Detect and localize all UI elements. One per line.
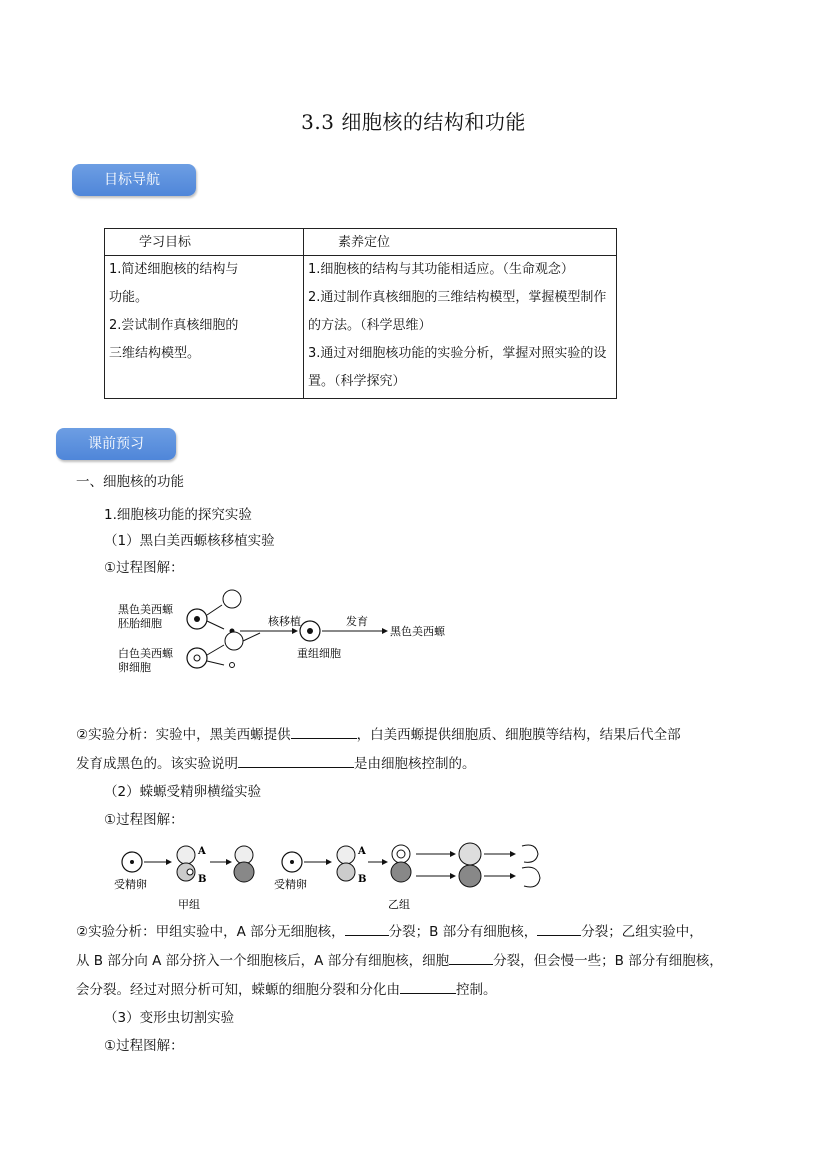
goals-learning-cell (105, 256, 304, 399)
subsection-heading: 1.细胞核功能的探究实验 (104, 507, 252, 523)
goals-table (104, 228, 617, 399)
egg-nucleus (130, 860, 134, 864)
part-a (177, 846, 195, 864)
group-yi-label: 乙组 (388, 898, 410, 911)
answer-blank[interactable] (400, 979, 456, 994)
goal-line: 1.简述细胞核的结构与 (109, 262, 239, 277)
section-heading: 一、细胞核的功能 (76, 474, 184, 490)
experiment-1-title: （1）黑白美西螈核移植实验 (104, 533, 275, 549)
part-a (337, 846, 355, 864)
analysis-text: ②实验分析：甲组实验中，A 部分无细胞核， (76, 924, 345, 940)
experiment-3-process-label: ①过程图解： (104, 1038, 184, 1054)
analysis-text: ，白美西螈提供细胞质、细胞膜等结构，结果后代全部 (356, 727, 681, 743)
answer-blank[interactable] (238, 753, 354, 768)
arrowhead (510, 851, 516, 857)
recombined-label: 重组细胞 (297, 647, 341, 660)
white-axolotl-label: 白色美西螈 (118, 647, 173, 660)
injected-nucleus (397, 850, 405, 858)
arrow (207, 645, 224, 655)
enucleated-cell (223, 590, 241, 608)
arrowhead (292, 628, 298, 634)
develop-label: 发育 (346, 615, 368, 628)
embryo-a (522, 845, 538, 862)
analysis-text: 会分裂。经过对照分析可知，蝾螈的细胞分裂和分化由 (76, 982, 400, 998)
preview-label: 课前预习 (88, 436, 144, 452)
page-title: 3.3 细胞核的结构和功能 (301, 110, 526, 134)
preview-badge (56, 428, 176, 460)
label-b: B (358, 874, 367, 885)
analysis-text: 分裂；乙组实验中， (581, 924, 703, 940)
fertilized-egg-label: 受精卵 (114, 878, 147, 891)
arrow (243, 633, 260, 641)
analysis-text: 控制。 (456, 982, 497, 998)
goals-nav-label: 目标导航 (104, 172, 160, 188)
white-axolotl-label: 卵细胞 (118, 661, 151, 674)
goal-line: 功能。 (109, 290, 149, 305)
part-a-undivided (235, 846, 253, 864)
arrowhead (382, 859, 388, 865)
black-nucleus (194, 616, 200, 622)
analysis-text: 分裂；B 部分有细胞核， (388, 924, 538, 940)
experiment-3-title: （3）变形虫切割实验 (104, 1010, 235, 1026)
literacy-line: 2.通过制作真核细胞的三维结构模型，掌握模型制作 (308, 290, 607, 305)
label-a: A (358, 846, 366, 857)
answer-blank[interactable] (291, 724, 357, 739)
group-jia-label: 甲组 (178, 898, 200, 911)
analysis-text: 从 B 部分向 A 部分挤入一个细胞核后，A 部分有细胞核，细胞 (76, 953, 450, 969)
label-a: A (198, 846, 206, 857)
answer-blank[interactable] (345, 921, 389, 936)
goals-literacy-cell (304, 256, 617, 399)
answer-blank[interactable] (449, 950, 493, 965)
fertilized-egg-label: 受精卵 (274, 878, 307, 891)
analysis-text: 分裂，但会慢一些；B 部分有细胞核， (493, 953, 723, 969)
recombined-nucleus (307, 628, 313, 634)
transplant-label: 核移植 (268, 615, 301, 628)
egg-cytoplasm (225, 632, 243, 650)
experiment-1-analysis (76, 721, 756, 779)
literacy-line: 1.细胞核的结构与其功能相适应。（生命观念） (308, 262, 574, 277)
salamander-constriction-diagram (110, 840, 560, 915)
part-b (337, 863, 355, 881)
axolotl-transplant-diagram (110, 585, 470, 680)
arrow (207, 621, 224, 629)
arrowhead (510, 873, 516, 879)
arrowhead (450, 851, 456, 857)
embryo-b (522, 867, 540, 887)
part-b-divided (391, 862, 411, 882)
black-axolotl-label: 胚胎细胞 (118, 617, 162, 630)
dividing-b (459, 865, 481, 887)
experiment-2-analysis (76, 918, 756, 1005)
arrow (207, 661, 224, 665)
arrowhead (382, 628, 388, 634)
egg-nucleus (290, 860, 294, 864)
analysis-text: 发育成黑色的。该实验说明 (76, 756, 238, 772)
dividing-a (459, 843, 481, 865)
answer-blank[interactable] (537, 921, 581, 936)
result-label: 黑色美西螈 (390, 625, 445, 638)
analysis-text: 是由细胞核控制的。 (354, 756, 476, 772)
goals-nav-badge (72, 164, 196, 196)
removed-nucleus (230, 663, 235, 668)
experiment-2-process-label: ①过程图解： (104, 812, 184, 828)
experiment-2-title: （2）蝾螈受精卵横缢实验 (104, 784, 262, 800)
arrowhead (450, 873, 456, 879)
part-b-divided (234, 862, 254, 882)
arrowhead (166, 859, 172, 865)
part-b-nucleus (187, 869, 193, 875)
black-axolotl-label: 黑色美西螈 (118, 603, 173, 616)
goal-line: 三维结构模型。 (109, 346, 201, 361)
arrow (207, 605, 222, 615)
goals-header-literacy: 素养定位 (304, 229, 617, 256)
white-nucleus (194, 655, 200, 661)
analysis-text: ②实验分析：实验中，黑美西螈提供 (76, 727, 291, 743)
goal-line: 2.尝试制作真核细胞的 (109, 318, 239, 333)
literacy-line: 的方法。（科学思维） (308, 318, 432, 333)
label-b: B (198, 874, 207, 885)
literacy-line: 3.通过对细胞核功能的实验分析，掌握对照实验的设 (308, 346, 607, 361)
goals-header-learning: 学习目标 (105, 229, 304, 256)
experiment-1-process-label: ①过程图解： (104, 560, 184, 576)
literacy-line: 置。（科学探究） (308, 374, 406, 389)
arrowhead (326, 859, 332, 865)
arrowhead (226, 859, 232, 865)
